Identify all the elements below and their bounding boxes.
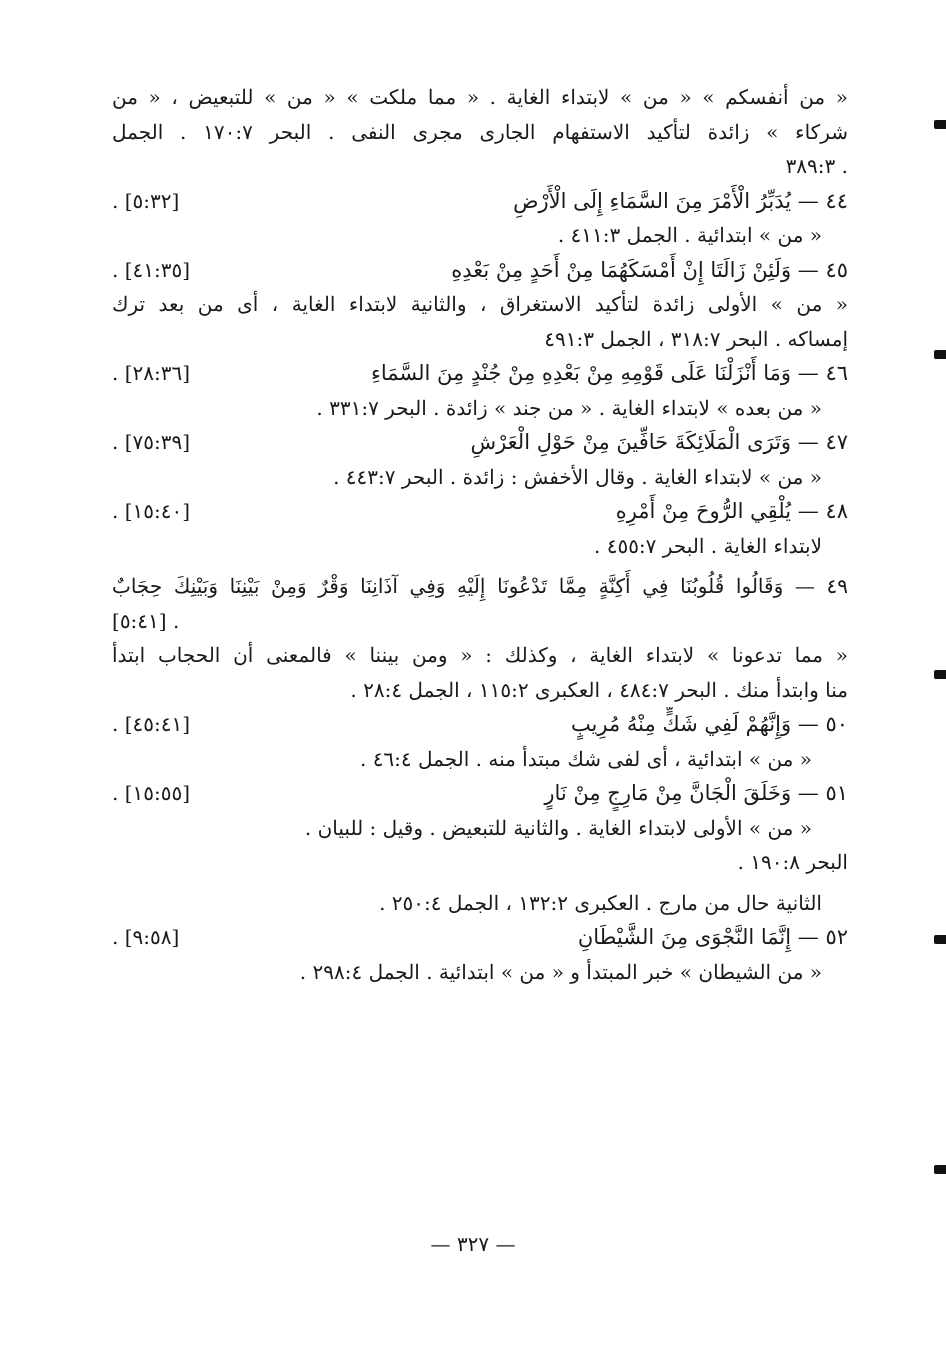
page-number: — ٣٢٧ — [430,1232,516,1256]
commentary-line: « من » ابتدائية . الجمل ٤١١:٣ . [557,223,822,247]
verse-reference: [٥:٣٢] . [112,188,180,213]
commentary-line: « من » ابتدائية ، أى لفى شك مبتدأ منه . الجمل ٤٦:٤ . [359,746,812,771]
verse-reference: [١٥:٥٥] . [112,781,191,805]
commentary-line: منا وابتدأ منك . البحر ٤٨٤:٧ ، العكبرى ١١٥:٢ ، الجمل ٢٨:٤ . [350,677,848,702]
verse-47 [112,425,848,460]
verse-45 [112,253,848,288]
scan-edge-mark [934,350,946,359]
scan-edge-mark [934,670,946,679]
verse-text: ٤٩ — وَقَالُوا قُلُوبُنَا فِي أَكِنَّةٍ مِمَّا تَدْعُونَا إِلَيْهِ وَفِي آذَانِنَا وَقْرٌ وَمِنْ بَيْنِنَا وَبَيْنِكَ حِجَابٌ [112,574,848,598]
commentary-line: الثانية حال من مارج . العكبرى ١٣٢:٢ ، الجمل ٢٥٠:٤ . [379,890,822,915]
verse-48 [112,494,848,529]
verse-reference: [٧٥:٣٩] . [112,430,191,454]
text-line: شركاء » زائدة لتأكيد الاستفهام الجارى مجرى النفى . البحر ١٧٠:٧ . الجمل [112,119,848,144]
verse-51 [112,776,848,811]
commentary-line: « من » الأولى زائدة لتأكيد الاستغراق ، والثانية لابتداء الغاية ، أى من بعد ترك [112,292,848,316]
verse-text: ٥٢ — إِنَّمَا النَّجْوَى مِنَ الشَّيْطَانِ [577,925,848,949]
verse-44 [112,184,848,219]
verse-text: ٥٠ — وَإِنَّهُمْ لَفِي شَكٍّ مِنْهُ مُرِيبٍ [570,712,848,736]
verse-46 [112,356,848,391]
verse-text: ٥١ — وَخَلَقَ الْجَانَّ مِنْ مَارِجٍ مِنْ نَارٍ [544,781,848,805]
commentary-line: « من » لابتداء الغاية . وقال الأخفش : زائدة . البحر ٤٤٣:٧ . [333,464,822,489]
scan-edge-mark [934,935,946,944]
commentary-line: « من الشيطان » خبر المبتدأ و « من » ابتدائية . الجمل ٢٩٨:٤ . [299,959,822,984]
verse-text: ٤٦ — وَمَا أَنْزَلْنَا عَلَى قَوْمِهِ مِنْ بَعْدِهِ مِنْ جُنْدٍ مِنَ السَّمَاءِ [371,361,848,385]
verse-reference: [٢٨:٣٦] . [112,361,191,385]
verse-reference: [٤٥:٤١] . [112,712,191,736]
verse-reference: [٤١:٣٥] . [112,257,191,282]
verse-reference: [٩:٥٨] . [112,925,180,949]
commentary-line: إمساكه . البحر ٣١٨:٧ ، الجمل ٤٩١:٣ [544,326,848,351]
verse-49 [112,569,848,604]
scan-edge-mark [934,1165,946,1174]
commentary-line: لابتداء الغاية . البحر ٤٥٥:٧ . [593,533,822,558]
text-line: . ٣٨٩:٣ [785,154,848,178]
commentary-line: « من » الأولى لابتداء الغاية . والثانية للتبعيض . وقيل : للبيان . [304,815,812,840]
verse-text: ٤٥ — وَلَئِنْ زَالَتَا إِنْ أَمْسَكَهُمَا مِنْ أَحَدٍ مِنْ بَعْدِهِ [451,257,848,282]
page-body [112,80,848,989]
verse-text: ٤٧ — وَتَرَى الْمَلَائِكَةَ حَافِّينَ مِنْ حَوْلِ الْعَرْشِ [470,430,848,454]
commentary-line: « مما تدعونا » لابتداء الغاية ، وكذلك : « ومن بيننا » فالمعنى أن الحجاب ابتدأ [112,643,848,667]
verse-text: ٤٨ — يُلْقِي الرُّوحَ مِنْ أَمْرِهِ [615,499,848,523]
commentary-line: « من بعده » لابتداء الغاية . « من جند » زائدة . البحر ٣٣١:٧ . [316,395,822,420]
commentary-line: البحر ١٩٠:٨ . [737,850,848,874]
verse-52 [112,920,848,955]
scan-edge-mark [934,120,946,129]
verse-reference: . [٥:٤١] [112,608,180,633]
verse-50 [112,707,848,742]
text-line: « من أنفسكم » « من » لابتداء الغاية . « مما ملكت » « من » للتبعيض ، « من [112,85,848,109]
verse-reference: [١٥:٤٠] . [112,499,191,523]
verse-text: ٤٤ — يُدَبِّرُ الْأَمْرَ مِنَ السَّمَاءِ إِلَى الْأَرْضِ [513,188,848,213]
